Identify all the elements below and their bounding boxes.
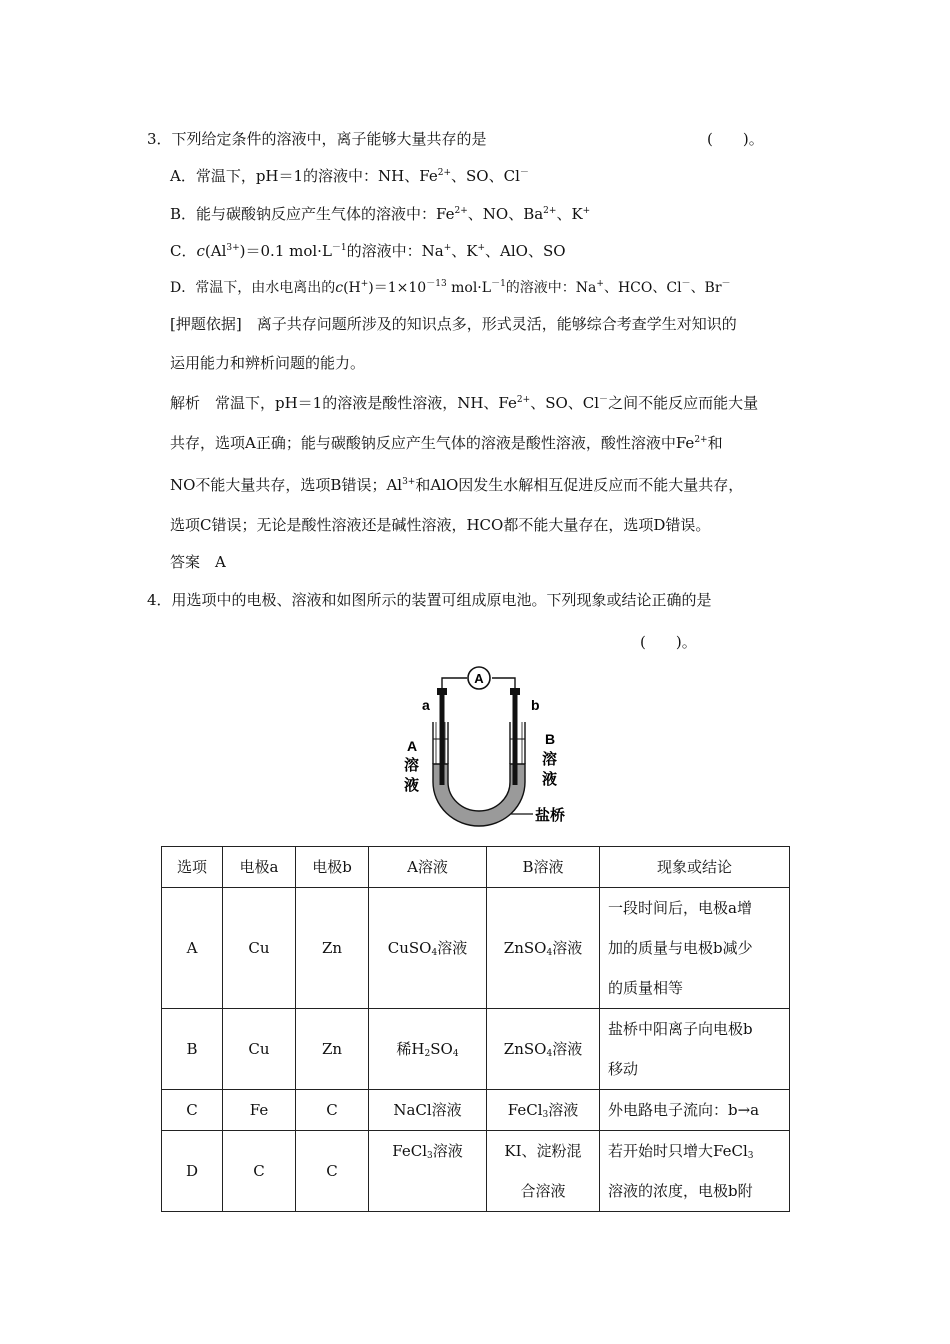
- cell-electrode-a: C: [223, 1131, 296, 1212]
- cell-electrode-a: Cu: [223, 888, 296, 1009]
- cell-solution-b: KI、淀粉混 合溶液: [487, 1131, 600, 1212]
- q4-stem: 4．用选项中的电极、溶液和如图所示的装置可组成原电池。下列现象或结论正确的是: [147, 591, 712, 609]
- solution-a-label-1: A: [407, 738, 418, 754]
- cell-solution-a: NaCl溶液: [369, 1090, 487, 1131]
- cell-result: 外电路电子流向：b→a: [600, 1090, 790, 1131]
- table-row: [162, 1131, 790, 1212]
- cell-result: 若开始时只增大FeCl$_3$ 溶液的浓度，电极b附: [600, 1131, 790, 1212]
- cell-solution-a: FeCl$_3$溶液: [369, 1131, 487, 1212]
- electrode-b-label: b: [531, 697, 540, 713]
- clamp-b: [510, 688, 520, 695]
- header-option: 选项: [162, 847, 223, 888]
- salt-bridge: [433, 764, 525, 826]
- cell-solution-a: 稀$H_2SO_4$: [369, 1009, 487, 1090]
- header-electrode-a: 电极a: [223, 847, 296, 888]
- cell-option: D: [162, 1131, 223, 1212]
- cell-result: 盐桥中阳离子向电极b 移动: [600, 1009, 790, 1090]
- cell-electrode-a: Fe: [223, 1090, 296, 1131]
- cell-solution-b: FeCl$_3$溶液: [487, 1090, 600, 1131]
- electrode-a: [440, 695, 445, 785]
- table-row: [162, 888, 790, 1009]
- q3-option-c: C．$c(Al^{3+})=0.1$ $mol\cdot L^{-1}$的溶液中：Na+、K+、AlO、SO: [170, 242, 566, 260]
- q3-option-a: A．常温下，pH＝1的溶液中：NH、$Fe^{2+}$、SO、Cl－: [170, 167, 529, 185]
- header-electrode-b: 电极b: [296, 847, 369, 888]
- solution-a-label-3: 液: [404, 776, 420, 794]
- ammeter-label: A: [474, 671, 484, 686]
- q3-option-b: B．能与碳酸钠反应产生气体的溶液中：$Fe^{2+}$、NO、$Ba^{2+}$、K+: [170, 205, 591, 223]
- cell-electrode-b: Zn: [296, 888, 369, 1009]
- clamp-a: [437, 688, 447, 695]
- electrode-a-label: a: [422, 697, 430, 713]
- q4-answer-paren: ( )。: [640, 633, 697, 651]
- table-row: [162, 1009, 790, 1090]
- cell-option: C: [162, 1090, 223, 1131]
- salt-bridge-label: 盐桥: [535, 806, 566, 824]
- cell-solution-a: CuSO$_4$溶液: [369, 888, 487, 1009]
- options-table: [161, 846, 790, 1212]
- q3-basis-line1: [押题依据] 离子共存问题所涉及的知识点多，形式灵活，能够综合考查学生对知识的: [170, 315, 737, 333]
- header-solution-b: B溶液: [487, 847, 600, 888]
- cell-option: B: [162, 1009, 223, 1090]
- galvanic-cell-diagram: [395, 664, 585, 834]
- cell-option: A: [162, 888, 223, 1009]
- cell-electrode-b: C: [296, 1090, 369, 1131]
- table-row: [162, 1090, 790, 1131]
- q3-analysis-line1: 解析 常温下，pH＝1的溶液是酸性溶液，NH、$Fe^{2+}$、SO、Cl－之间不能反应而能大量: [170, 394, 759, 412]
- cell-electrode-b: C: [296, 1131, 369, 1212]
- table-header-row: [162, 847, 790, 888]
- cell-electrode-b: Zn: [296, 1009, 369, 1090]
- solution-b-label-3: 液: [542, 770, 558, 788]
- q3-analysis-line4: 选项C错误；无论是酸性溶液还是碱性溶液，HCO都不能大量存在，选项D错误。: [170, 516, 711, 534]
- cell-result: 一段时间后，电极a增 加的质量与电极b减少 的质量相等: [600, 888, 790, 1009]
- solution-a-label-2: 溶: [404, 756, 420, 774]
- q3-analysis-line3: NO不能大量共存，选项B错误；$Al^{3+}$和AlO因发生水解相互促进反应而不能大量共存，: [170, 476, 744, 494]
- q3-stem: 3．下列给定条件的溶液中，离子能够大量共存的是: [147, 130, 487, 148]
- q3-answer: 答案 A: [170, 553, 226, 571]
- q3-basis-line2: 运用能力和辨析问题的能力。: [170, 354, 366, 372]
- header-result: 现象或结论: [600, 847, 790, 888]
- electrode-b: [513, 695, 518, 785]
- cell-solution-b: ZnSO$_4$溶液: [487, 888, 600, 1009]
- solution-b-label-1: B: [545, 731, 556, 747]
- q3-answer-paren: ( )。: [707, 130, 764, 148]
- cell-electrode-a: Cu: [223, 1009, 296, 1090]
- header-solution-a: A溶液: [369, 847, 487, 888]
- solution-b-label-2: 溶: [542, 750, 558, 768]
- q3-option-d: D．常温下，由水电离出的$c(H^+)=1\times 10^{-13}$ $mol\cdot L^{-1}$的溶液中：Na+、HCO、Cl－、Br－: [170, 279, 731, 296]
- cell-solution-b: ZnSO$_4$溶液: [487, 1009, 600, 1090]
- q3-analysis-line2: 共存，选项A正确；能与碳酸钠反应产生气体的溶液是酸性溶液，酸性溶液中$Fe^{2+}$和: [170, 434, 723, 452]
